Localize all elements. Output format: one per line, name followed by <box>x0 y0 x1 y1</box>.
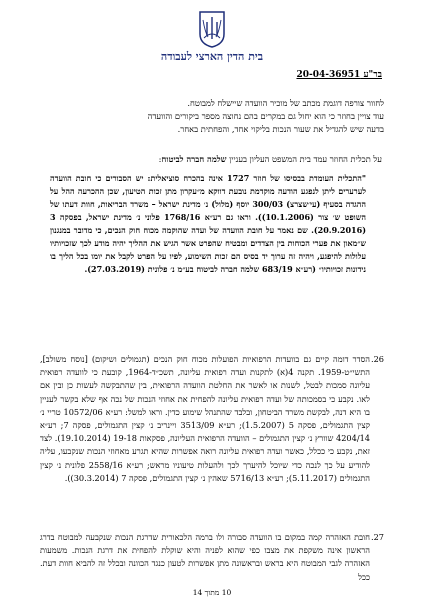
intro-line: עוד צויין בחוזר כי הוא יחול גם במקרים בהם נחוצה מספר ביקורים והוועדה <box>147 111 384 121</box>
paragraph-number: 27. <box>370 532 384 542</box>
page-number: 10 מתוך 14 <box>192 588 232 597</box>
paragraph-text: הסדר דומה קיים גם בוועדות הרפואיות הפועלות מכוח חוק הנכים (תגמולים ושיקום) [נוסח משולב], התשי״ט-1959. תקנה 4(א) לתקנות ועדה רפואית עליונה, תשכ״ד-1964, קובעת כי לוועדה רפואית עליונה סמכות לבטל, לשנות או לאשר את החלטת הוועדה הרפואית, בין שהתבקשה לעשות כן ובין אם לאו. נקבע כי בסמכותה של ועדה רפואית עליונה להפחית את אחוזי הנכות של נכה אף שלא בקשר לעניין בו היא דנה, לבקשת משרד הביטחון, ובלבד שהתנהל שימוע כדין. וראו למשל: רע״א 10572/06 טריי נ׳ קצין התגמולים, פסקה 5 (1.5.2007); רע״א 3513/09 ויינריב נ׳ קצין התגמולים, פסקה 7; רע״א 4204/14 שוורץ נ׳ קצין התגמולים – הוועדה הרפואית העליונה, פסקאות 19-18 (19.10.2014). לצד זאת, נקבע כי ככלל, כאשר ועדה רפואית עליונה רואה אפשרות שהיא תגרע מאחוזי הנכות שנקבעו, עליה להודיע על כך לנכה כדי שיוכל להיערך לכך ולהעלות טיעוניו מראש; רע״א 2558/16 פלונית נ׳ קצין התגמולים (5.11.2017); רע״א 5716/13 שאהין נ׳ קצין התגמולים, פסקה 7 (30.3.2014)). <box>40 354 370 483</box>
quote-lead-prefix: על תכלית החוזר עמד בית המשפט העליון בעניין <box>226 154 382 164</box>
quote-lead-suffix: : <box>158 154 162 164</box>
block-quote: "התכלית העומדת בבסיסו של חוזר 1727 אינה בהכרח סוציאלית: יש הסבורים כי חובת הוועדה לערערים ליתן לנפגע הודעה מוקדמת נובעת דווקא מ״עקרון מתן זכות הטיעון, שכן ההכרעה ההל על ההגדה בסעיף (עי׳שצרצ) 300/03 יוסף (מלול) נ׳ מדינת ישראל – משרד הבריאות, חוות דעתו של השופט ש׳ צור (10.1.2006)). וראו גם רע״א 1768/16 פלוני נ׳ מדינת ישראל, בפסקה 3 (20.9.2016). שם נאמר על חובת הוועדה של ועדה שהוקמה מכוח חוק הנכים, כי מדובר במנגנון ש״מאון את פערי הכוחות בין הצדדים ומבטיח שהפרט אשר הגיש את ההליך יהיה מודע לכך שזכויותיו עלולות להיפגע, ויהיה זה ערוך יד בסיס הם זכות השימוע, לפיו על הפרט לקבל את יומו בכל הליך בו נידונות זכויותיו״ (רע״א 683/19 שלמה חברה לביטוח בע״מ נ׳ פלונית (27.03.2019). <box>50 173 367 274</box>
intro-line: לחוור צורפה דוגמת מכתב של מוכיר הוועדה שיישלח למבוטח. <box>187 98 384 108</box>
case-reference: בר"ע 20-04-36951 <box>296 70 382 80</box>
quote-lead <box>40 153 382 166</box>
paragraph-26 <box>40 353 384 485</box>
quote-lead-case-name: שלמה חברה לביטוח <box>161 154 227 164</box>
intro-text <box>40 97 384 136</box>
court-name: בית הדין הארצי לעבודה <box>160 50 264 63</box>
paragraph-number: 26. <box>370 354 384 364</box>
state-emblem-icon <box>196 8 228 48</box>
paragraph-text: חובת האזהרה קמה במקום בו הוועדה סבורה ולו ברמה הלכאורית שדרגת הנכות שנקבעה למבוטח בדרג הראשון אינה משקפת את מצבו כפי שהוא לפניה והיא שוקלת להפחית את דרגת הנכות. משמעות האזהרה לגבי המבוטח היא בראש ובראשונה מתן אפשרות לטעון כנגד הכוונה ובכלל זה להביא חוות דעת. ככל <box>40 532 370 582</box>
intro-line: בדעה שיש להגדיל את שעור הנכות בליקוי אחד, והפחתית באחר. <box>177 124 384 134</box>
paragraph-27 <box>40 531 384 584</box>
